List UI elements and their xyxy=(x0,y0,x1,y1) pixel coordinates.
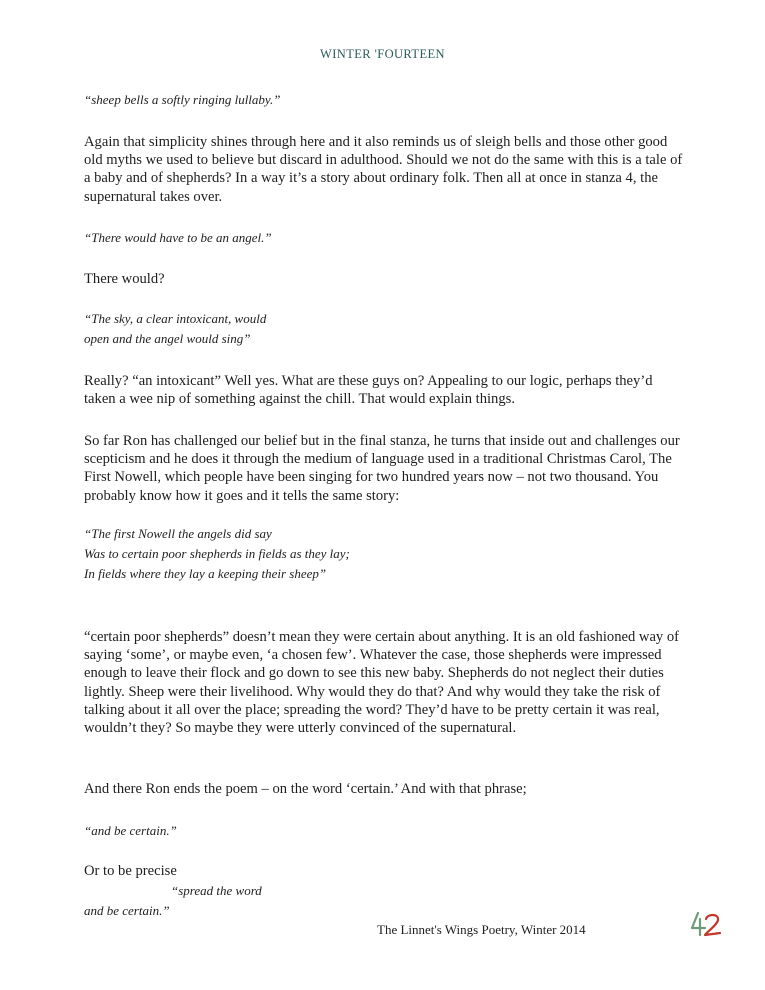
quote-angel xyxy=(84,228,272,248)
quote-line-2: and be certain.” xyxy=(84,903,170,918)
quote-line-1: “The sky, a clear intoxicant, would xyxy=(84,311,267,326)
quote-first-nowell xyxy=(84,524,350,584)
quote-line: “There would have to be an angel.” xyxy=(84,230,272,245)
quote-spread-the-word xyxy=(84,881,262,921)
paragraph-text: Really? “an intoxicant” Well yes. What are these guys on? Appealing to our logic, perhaps they’d taken a wee nip of something against the chill. That would explain things. xyxy=(84,373,653,408)
footer-text: The Linnet's Wings Poetry, Winter 2014 xyxy=(377,922,586,937)
quote-line-2: open and the angel would sing” xyxy=(84,331,251,346)
paragraph-certain-shepherds xyxy=(84,628,684,737)
paragraph-simplicity xyxy=(84,133,684,206)
paragraph-ron-ends xyxy=(84,780,684,798)
page-footer xyxy=(377,922,586,938)
paragraph-really xyxy=(84,372,684,408)
quote-line-2: Was to certain poor shepherds in fields as they lay; xyxy=(84,546,350,561)
paragraph-text: So far Ron has challenged our belief but in the final stanza, he turns that inside out and challenges our scepticism and he does it through the medium of language used in a traditional Christmas Carol, The First Nowell, which people have been singing for two hundred years now – not two thousand. You probably know how it goes and it tells the same story: xyxy=(84,433,680,504)
running-header xyxy=(0,47,765,62)
page-number-glyph xyxy=(689,910,725,938)
paragraph-text: “certain poor shepherds” doesn’t mean they were certain about anything. It is an old fashioned way of saying ‘some’, or maybe even, ‘a chosen few’. Whatever the case, those shepherds were impressed enough to leave their flock and go down to see this new baby. Shepherds do not neglect their duties lightly. Sheep were their livelihood. Why would they do that? And why would they take the risk of talking about it all over the place; spreading the word? They’d have to be pretty certain it was real, wouldn’t they? So maybe they were utterly convinced of the supernatural. xyxy=(84,629,680,737)
paragraph-text: Or to be precise xyxy=(84,863,177,879)
quote-be-certain xyxy=(84,821,177,841)
paragraph-there-would xyxy=(84,270,684,288)
page-number xyxy=(689,910,725,938)
quote-sky-intoxicant xyxy=(84,309,266,349)
quote-line: “and be certain.” xyxy=(84,823,177,838)
running-header-title: WINTER 'FOURTEEN xyxy=(320,47,445,61)
quote-line-1: “The first Nowell the angels did say xyxy=(84,526,272,541)
paragraph-text: And there Ron ends the poem – on the word ‘certain.’ And with that phrase; xyxy=(84,781,527,797)
quote-line: “sheep bells a softly ringing lullaby.” xyxy=(84,92,281,107)
paragraph-precise xyxy=(84,862,684,880)
quote-sheep-bells xyxy=(84,90,280,110)
quote-line-3: In fields where they lay a keeping their sheep” xyxy=(84,566,327,581)
paragraph-so-far xyxy=(84,432,684,505)
quote-line-1: “spread the word xyxy=(171,883,262,898)
paragraph-text: There would? xyxy=(84,271,165,287)
paragraph-text: Again that simplicity shines through here and it also reminds us of sleigh bells and those other good old myths we used to believe but discard in adulthood. Should we not do the same with this is a tale of a baby and of shepherds? In a way it’s a story about ordinary folk. Then all at once in stanza 4, the supernatural takes over. xyxy=(84,134,683,205)
